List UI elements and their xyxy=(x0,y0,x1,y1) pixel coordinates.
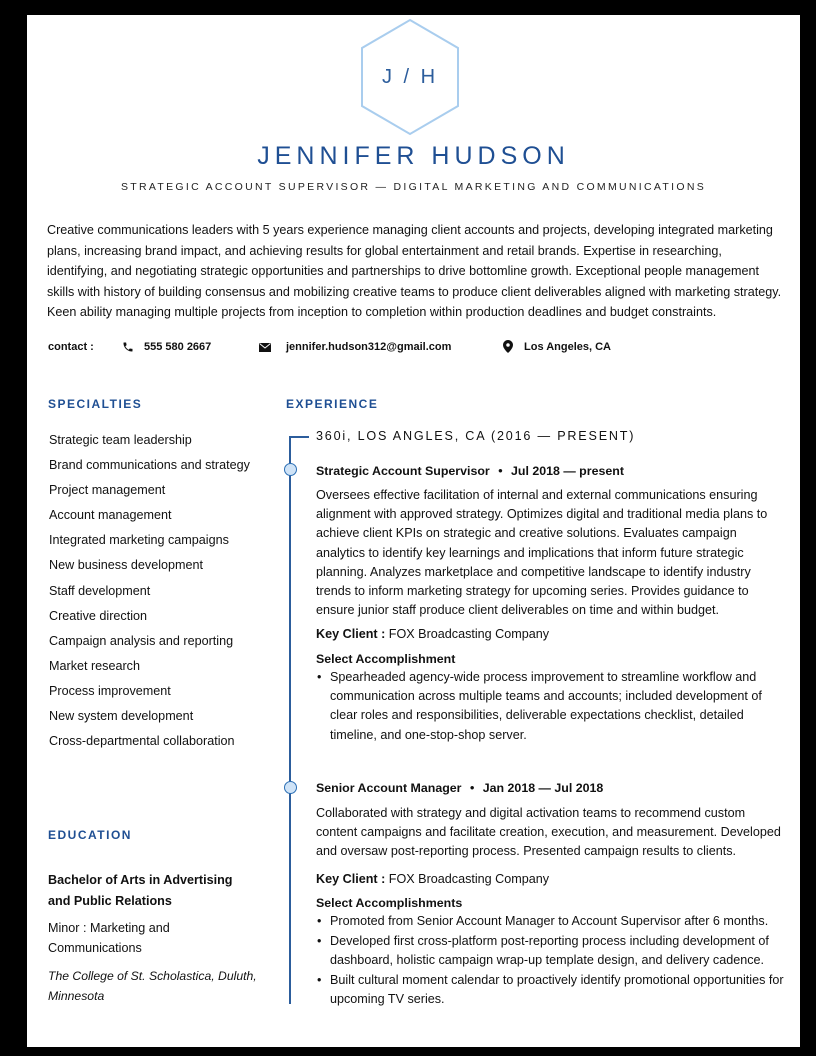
specialties-list xyxy=(49,430,250,756)
contact-label: contact : xyxy=(48,341,94,353)
specialty-item: Project management xyxy=(49,483,166,498)
specialty-item: Market research xyxy=(49,658,140,673)
role-heading: Senior Account Manager • Jan 2018 — Jul 2018 xyxy=(316,781,604,795)
specialty-item: Campaign analysis and reporting xyxy=(49,633,234,648)
envelope-icon xyxy=(259,343,271,352)
key-client xyxy=(316,627,549,641)
candidate-title: STRATEGIC ACCOUNT SUPERVISOR — DIGITAL MARKETING AND COMMUNICATIONS xyxy=(120,181,707,193)
role-description: Collaborated with strategy and digital activation teams to recommend custom content campaigns and facilitate creation, execution, and measurement. Developed and oversaw post-reporting process. Presented campaign results to clients. xyxy=(316,806,781,859)
role-dates: Jul 2018 — present xyxy=(511,464,624,478)
candidate-name: JENNIFER HUDSON xyxy=(257,142,570,170)
key-client-value: FOX Broadcasting Company xyxy=(388,872,550,886)
key-client-label: Key Client : xyxy=(316,627,386,641)
timeline-dot xyxy=(284,781,297,794)
monogram-badge xyxy=(358,18,462,136)
specialty-item: Cross-departmental collaboration xyxy=(49,734,235,749)
education-degree: Bachelor of Arts in Advertising and Public Relations xyxy=(48,873,233,908)
specialty-item: New system development xyxy=(49,709,194,724)
specialty-item: New business development xyxy=(49,558,204,573)
key-client-label: Key Client : xyxy=(316,872,386,886)
role-title: Strategic Account Supervisor xyxy=(316,464,490,478)
specialty-item: Brand communications and strategy xyxy=(49,458,250,473)
role-heading: Strategic Account Supervisor • Jul 2018 — present xyxy=(316,464,624,478)
specialty-item: Process improvement xyxy=(49,683,171,698)
specialty-item: Strategic team leadership xyxy=(49,433,192,447)
experience-heading: EXPERIENCE xyxy=(286,397,379,411)
monogram-initials: J / H xyxy=(381,66,439,88)
resume-page xyxy=(27,15,800,1047)
specialties-heading: SPECIALTIES xyxy=(48,397,143,411)
specialty-item: Account management xyxy=(49,508,172,523)
role-description: Oversees effective facilitation of internal and external communications ensuring alignment with approved strategy. Optimizes digital and traditional media plans to achieve client KPIs on strategic and creative solutions. Evaluates campaign analytics to identify key learnings and implications that inform future strategic planning. Analyzes marketplace and competitive landscape to identify industry trends to inform marketing strategy for upcoming series. Provides guidance to ensure junior staff produce client deliverables on time and within budget. xyxy=(316,488,768,618)
specialty-item: Staff development xyxy=(49,583,151,598)
key-client xyxy=(316,872,549,886)
accomplishments-heading: Select Accomplishments xyxy=(316,896,463,910)
education-minor: Minor : Marketing and Communications xyxy=(48,921,170,955)
education-school: The College of St. Scholastica, Duluth, Minnesota xyxy=(48,969,257,1003)
accomplishment-item: • Developed first cross-platform post-reporting process including development of dashboard, holistic campaign wrap-up template design, and delivery cadence. xyxy=(316,932,786,970)
role-title: Senior Account Manager xyxy=(316,781,462,795)
education-heading: EDUCATION xyxy=(48,828,132,842)
role-dates: Jan 2018 — Jul 2018 xyxy=(482,781,604,795)
timeline-dot xyxy=(284,463,297,476)
specialty-item: Integrated marketing campaigns xyxy=(49,533,229,548)
accomplishment-item: • Spearheaded agency-wide process improvement to streamline workflow and communication across multiple teams and accounts; included development of clear roles and responsibilities, deliverable expectations checklist, detailed timeline, and one-stop-shop server. xyxy=(316,668,786,745)
summary-paragraph: Creative communications leaders with 5 years experience managing client accounts and projects, developing integrated marketing plans, increasing brand impact, and achieving results for global entertainment and retail brands. Expertise in researching, identifying, and negotiating strategic opportunities and partnerships to drive bottomline growth. Exceptional people management skills with history of building consensus and mobilizing creative teams to produce client deliverables aligned with marketing strategy. Keen ability managing multiple projects from inception to completion within production deadlines and budget constraints. xyxy=(47,223,782,320)
location: Los Angeles, CA xyxy=(524,341,611,353)
location-pin-icon xyxy=(503,340,513,353)
timeline-tick xyxy=(289,436,309,438)
email-address[interactable]: jennifer.hudson312@gmail.com xyxy=(286,341,452,353)
phone-icon xyxy=(122,341,134,353)
accomplishment-item: • Built cultural moment calendar to proactively identify promotional opportunities for upcoming TV series. xyxy=(316,971,786,1009)
phone-number[interactable]: 555 580 2667 xyxy=(144,341,212,353)
specialty-item: Creative direction xyxy=(49,608,147,623)
timeline-line xyxy=(289,436,291,1004)
key-client-value: FOX Broadcasting Company xyxy=(388,627,550,641)
company-header: 360i, LOS ANGLES, CA (2016 — PRESENT) xyxy=(316,429,636,443)
accomplishments-heading: Select Accomplishment xyxy=(316,652,456,666)
accomplishment-item: • Promoted from Senior Account Manager to Account Supervisor after 6 months. xyxy=(316,912,786,931)
